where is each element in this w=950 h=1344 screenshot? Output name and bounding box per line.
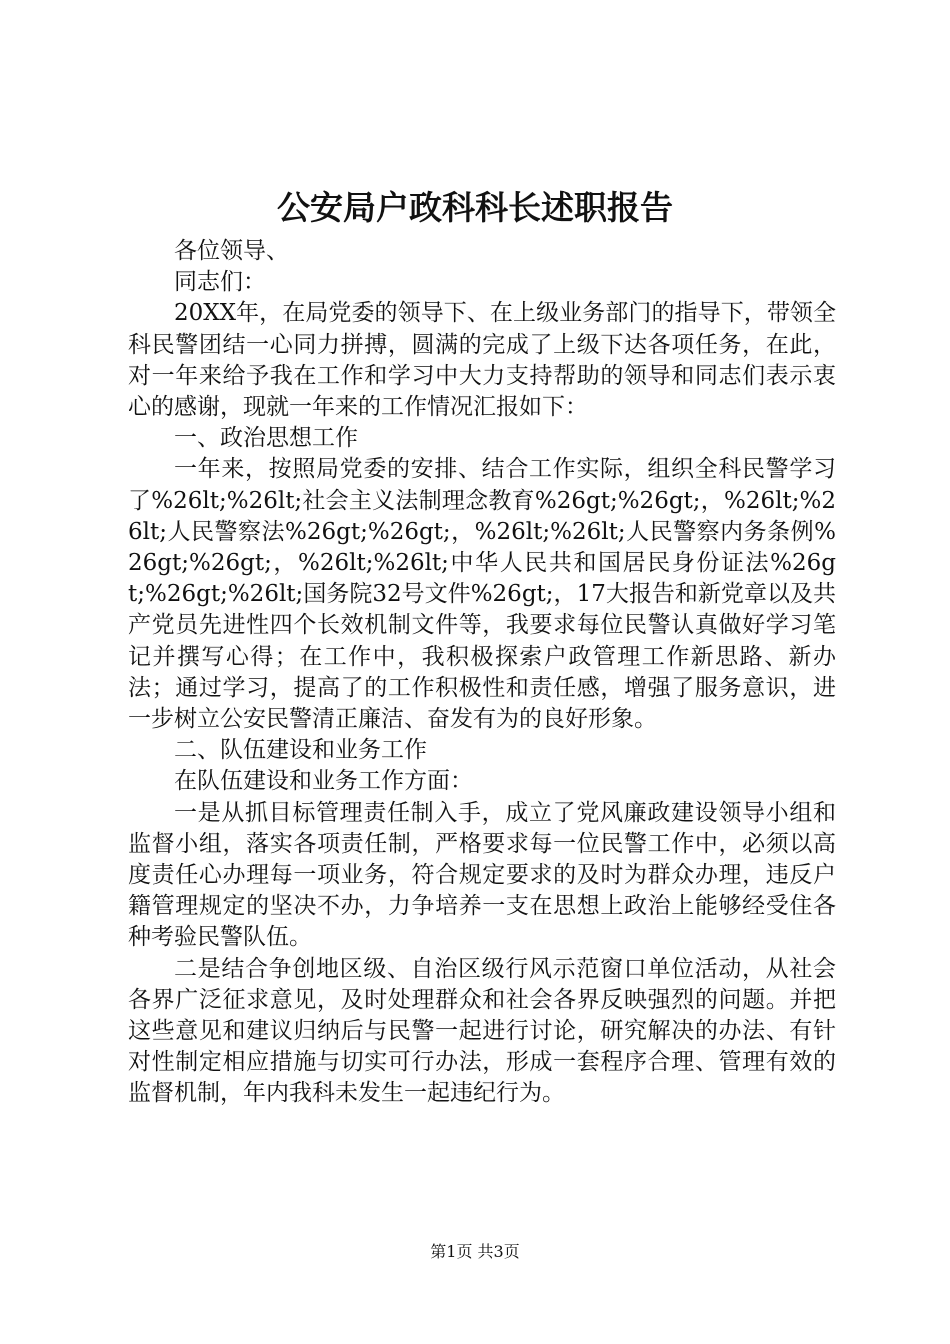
document-body [128, 236, 836, 1110]
political-work-paragraph: 一年来，按照局党委的安排、结合工作实际，组织全科民警学习了%26lt;%26lt;社会主义法制理念教育%26gt;%26gt;，%26lt;%26lt;人民警察法%26gt;%26gt;，%26lt;%26lt;人民警察内务条例%26gt;%26gt;，%26lt;%26lt;中华人民共和国居民身份证法%26gt;%26gt;%26lt;国务院32号文件%26gt;，17大报告和新党章以及共产党员先进性四个长效机制文件等，我要求每位民警认真做好学习笔记并撰写心得；在工作中，我积极探索户政管理工作新思路、新办法；通过学习，提高了的工作积极性和责任感，增强了服务意识，进一步树立公安民警清正廉洁、奋发有为的良好形象。 [128, 456, 836, 733]
intro-paragraph: 20XX年，在局党委的领导下、在上级业务部门的指导下，带领全科民警团结一心同力拼搏，圆满的完成了上级下达各项任务，在此，对一年来给予我在工作和学习中大力支持帮助的领导和同志们表示衷心的感谢，现就一年来的工作情况汇报如下： [128, 300, 836, 421]
team-point-one-paragraph: 一是从抓目标管理责任制入手，成立了党风廉政建设领导小组和监督小组，落实各项责任制，严格要求每一位民警工作中，必须以高度责任心办理每一项业务，符合规定要求的及时为群众办理，违反户籍管理规定的坚决不办，力争培养一支在思想上政治上能够经受住各种考验民警队伍。 [128, 799, 836, 951]
page-number-footer: 第1页 共3页 [430, 1242, 520, 1261]
team-point-two-paragraph: 二是结合争创地区级、自治区级行风示范窗口单位活动，从社会各界广泛征求意见，及时处理群众和社会各界反映强烈的问题。并把这些意见和建议归纳后与民警一起进行讨论，研究解决的办法、有针对性制定相应措施与切实可行办法，形成一套程序合理、管理有效的监督机制，年内我科未发生一起违纪行为。 [128, 955, 836, 1107]
team-intro-paragraph: 在队伍建设和业务工作方面： [174, 768, 473, 795]
document-title: 公安局户政科科长述职报告 [277, 188, 673, 227]
salutation-comrades: 同志们： [174, 269, 266, 296]
section-heading-team: 二、队伍建设和业务工作 [174, 737, 427, 764]
section-heading-political: 一、政治思想工作 [174, 425, 358, 452]
salutation-leaders: 各位领导、 [174, 238, 289, 264]
